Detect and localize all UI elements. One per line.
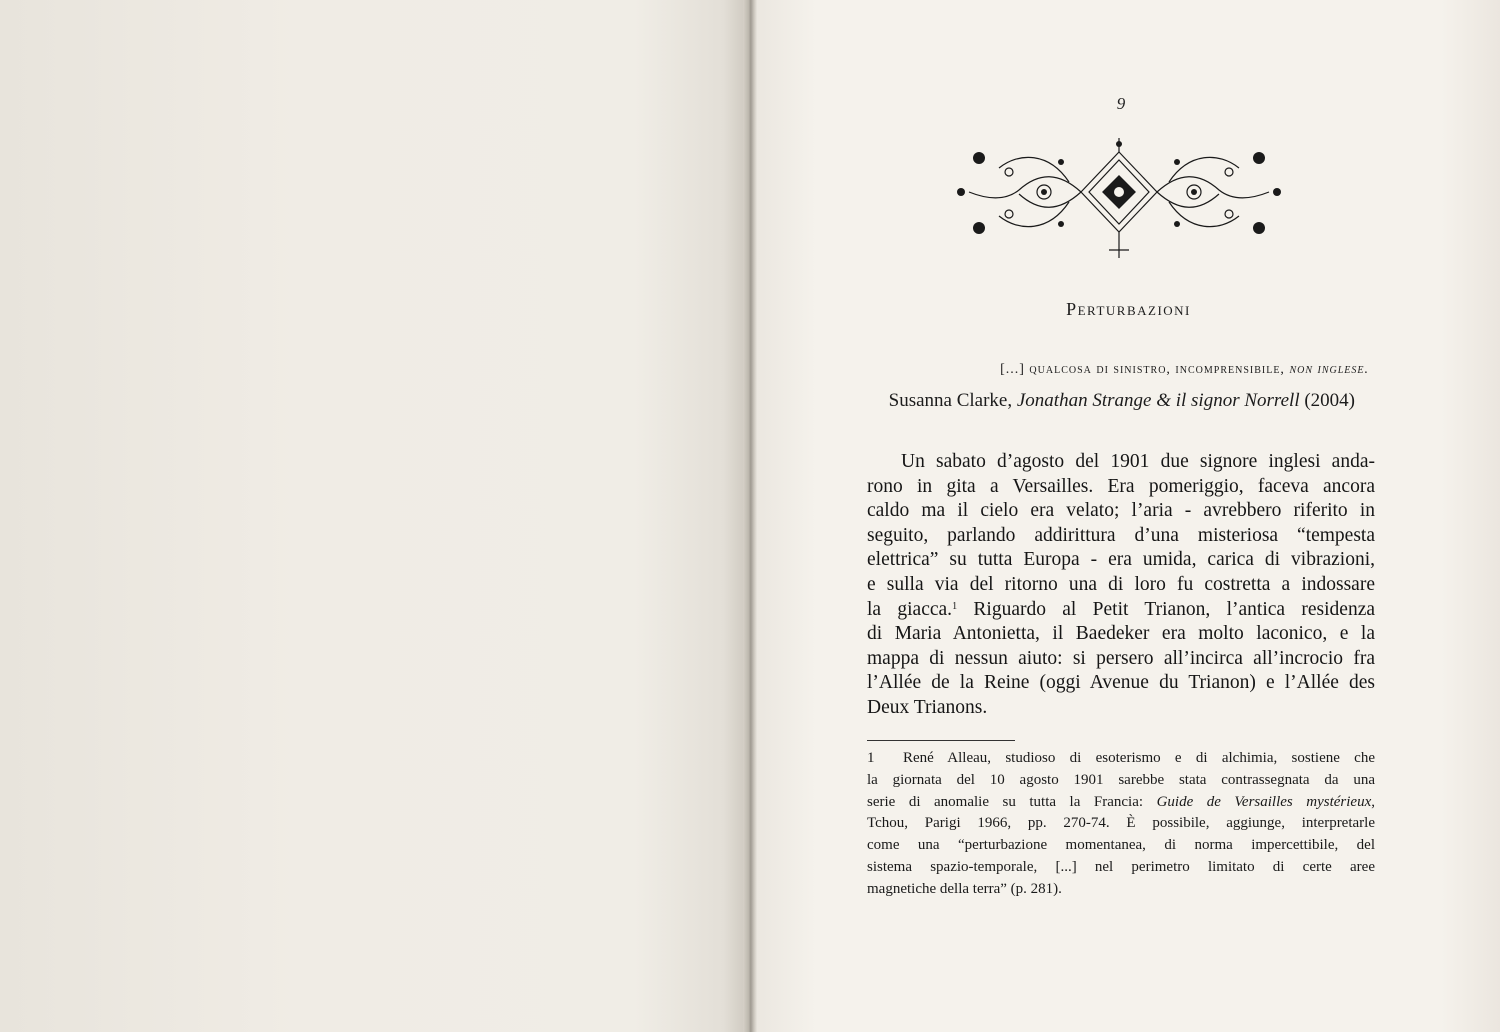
epigraph-year: (2004) bbox=[1299, 390, 1355, 411]
footnote-line bbox=[867, 792, 1375, 814]
footnote-line: la giornata del 10 agosto 1901 sarebbe stata contrassegnata da una bbox=[867, 771, 1375, 788]
floral-ornament-icon bbox=[949, 132, 1289, 268]
body-line: Deux Trianons. bbox=[867, 696, 988, 718]
footnote-marker: 1 bbox=[952, 600, 958, 612]
footnote-text: , bbox=[1371, 793, 1375, 810]
body-line: elettrica” su tutta Europa - era umida, carica di vibrazioni, bbox=[867, 549, 1375, 571]
footnote-divider bbox=[867, 740, 1015, 741]
footnote-number: 1 bbox=[867, 750, 875, 766]
footnote-book-title: Guide de Versailles mystérieux bbox=[1156, 793, 1372, 810]
body-line: l’Allée de la Reine (oggi Avenue du Trianon) e l’Allée des bbox=[867, 672, 1375, 694]
epigraph-author: Susanna Clarke, bbox=[888, 390, 1017, 411]
page-number: 9 bbox=[1116, 94, 1126, 113]
footnote-line: magnetiche della terra” (p. 281). bbox=[867, 880, 1062, 897]
chapter-title: Perturbazioni bbox=[1066, 299, 1191, 319]
right-page bbox=[757, 0, 1500, 1032]
footnote-line bbox=[867, 748, 1375, 770]
body-line: di Maria Antonietta, il Baedeker era molto laconico, e la bbox=[867, 623, 1375, 645]
epigraph-book-title: Jonathan Strange & il signor Norrell bbox=[1016, 390, 1300, 411]
body-line: caldo ma il cielo era velato; l’aria - avrebbero riferito in bbox=[867, 500, 1375, 522]
epigraph-quote bbox=[757, 362, 1369, 378]
body-line: mappa di nessun aiuto: si persero all’incirca all’incrocio fra bbox=[867, 647, 1375, 669]
left-page-blank bbox=[0, 0, 746, 1032]
body-line: Un sabato d’agosto del 1901 due signore inglesi anda- bbox=[901, 451, 1375, 472]
body-line: e sulla via del ritorno una di loro fu costretta a indossare bbox=[867, 573, 1375, 595]
body-line-rest: Riguardo al Petit Trianon, l’antica residenza bbox=[973, 598, 1376, 620]
footnote-text: René Alleau, studioso di esoterismo e di alchimia, sostiene che bbox=[903, 750, 1375, 766]
footnote-text: serie di anomalie su tutta la Francia: bbox=[867, 793, 1157, 810]
footnote-line: come una “perturbazione momentanea, di norma impercettibile, del bbox=[867, 837, 1375, 854]
book-gutter bbox=[743, 0, 757, 1032]
body-line: seguito, parlando addirittura d’una misteriosa “tempesta bbox=[867, 524, 1375, 546]
body-line-with-footnote bbox=[867, 598, 1375, 623]
footnote-line: Tchou, Parigi 1966, pp. 270-74. È possibile, aggiunge, interpretarle bbox=[867, 815, 1375, 832]
epigraph-source bbox=[757, 390, 1355, 412]
body-line-start: la giacca. bbox=[867, 598, 953, 620]
body-paragraph bbox=[867, 450, 1375, 721]
epigraph-quote-text: [...] qualcosa di sinistro, incomprensibile, bbox=[1000, 362, 1290, 377]
footnote bbox=[867, 748, 1375, 901]
epigraph-quote-italic: non inglese. bbox=[1289, 362, 1369, 377]
footnote-line: sistema spazio-temporale, [...] nel perimetro limitato di certe aree bbox=[867, 858, 1375, 875]
body-line: rono in gita a Versailles. Era pomeriggio, faceva ancora bbox=[867, 475, 1375, 497]
